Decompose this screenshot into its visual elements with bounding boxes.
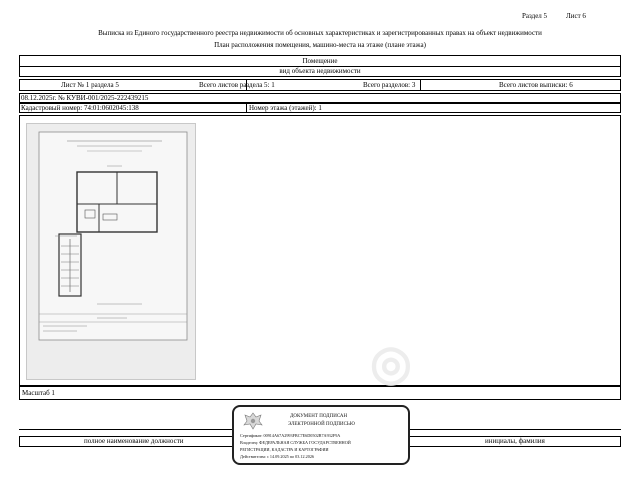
signature-cert: Сертификат: 00914A67A2993FBC7E6D0502B7A932F9A <box>240 433 341 438</box>
coat-of-arms-icon <box>242 411 264 431</box>
signature-owner-2: РЕГИСТРАЦИИ, КАДАСТРА И КАРТОГРАФИИ <box>240 447 329 452</box>
floor-number: Номер этажа (этажей): 1 <box>249 104 322 112</box>
total-sheets-extract: Всего листов выписки: 6 <box>499 81 573 89</box>
scale-row <box>19 386 621 400</box>
sheet-of-section: Лист № 1 раздела 5 <box>61 81 119 89</box>
object-type: Помещение <box>302 57 338 65</box>
document-subtitle: План расположения помещения, машино-места на этаже (плане этажа) <box>214 41 426 49</box>
signature-title-1: ДОКУМЕНТ ПОДПИСАН <box>290 414 348 419</box>
section-label: Раздел 5 <box>522 12 548 20</box>
document-title: Выписка из Единого государственного реестра недвижимости об основных характеристиках и зарегистрированных правах на объект недвижимости <box>98 29 542 37</box>
sheet-label: Лист 6 <box>566 12 586 20</box>
record-date-number: 08.12.2025г. № КУВИ-001/2025-222439215 <box>21 94 149 102</box>
cadastral-number: Кадастровый номер: 74:01:0602045:138 <box>21 104 139 112</box>
object-type-caption: вид объекта недвижимости <box>279 67 361 75</box>
total-sections: Всего разделов: 3 <box>363 81 416 89</box>
name-caption: инициалы, фамилия <box>485 437 545 445</box>
watermark-logo: ◎ <box>370 337 412 390</box>
position-caption: полное наименование должности <box>84 437 184 445</box>
signature-title-2: ЭЛЕКТРОННОЙ ПОДПИСЬЮ <box>288 422 355 427</box>
sheets-row-divider <box>420 79 421 91</box>
electronic-signature-stamp <box>232 405 410 465</box>
record-row-divider <box>246 103 247 113</box>
floor-plan-image <box>26 123 196 380</box>
signature-valid: Действителен: с 14.09.2025 по 03.12.2026 <box>240 454 315 459</box>
floor-plan-drawing <box>27 124 195 379</box>
scale-label: Масштаб 1 <box>22 389 55 397</box>
signature-owner: Владелец: ФЕДЕРАЛЬНАЯ СЛУЖБА ГОСУДАРСТВЕННОЙ <box>240 440 351 445</box>
total-sheets-section: Всего листов раздела 5: 1 <box>199 81 275 89</box>
